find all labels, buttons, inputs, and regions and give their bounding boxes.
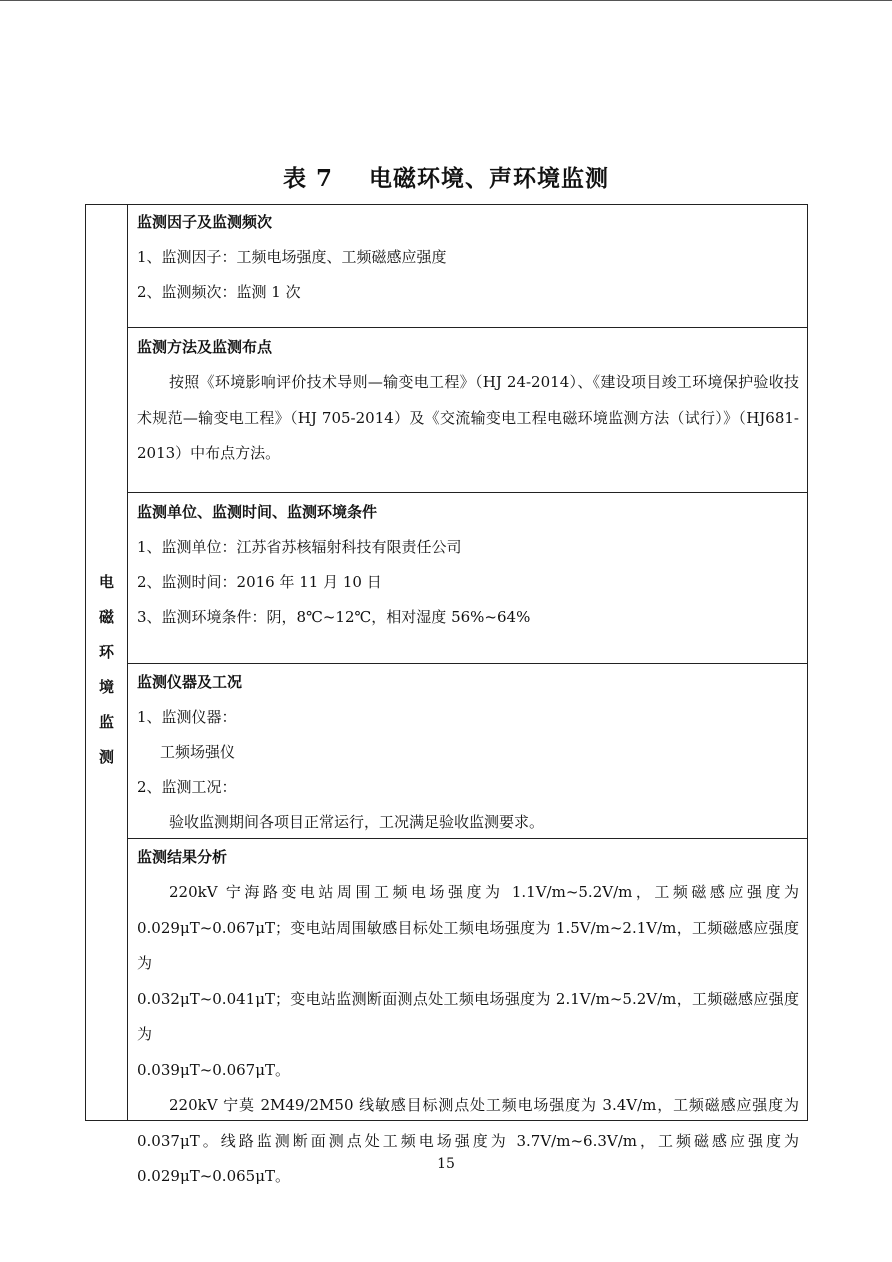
category-char: 磁: [98, 608, 114, 626]
paragraph-line: 0.032μT~0.041μT；变电站监测断面测点处工频电场强度为 2.1V/m~5.2V/m，工频磁感应强度为: [137, 989, 799, 1043]
category-char: 监: [98, 713, 114, 731]
section-line: 2、监测工况：: [137, 778, 237, 796]
category-label: [86, 565, 127, 775]
section-method-points: [128, 328, 807, 493]
section-instrument-conditions: [128, 664, 807, 839]
paragraph-line: 按照《环境影响评价技术导则—输变电工程》（HJ 24-2014）、《建设项目竣工环境保护验收技: [169, 373, 799, 391]
category-char: 电: [98, 573, 114, 591]
paragraph-line: 0.029μT~0.065μT。: [137, 1167, 290, 1185]
section-factors-frequency: [128, 205, 807, 328]
section-paragraph: [137, 875, 799, 1088]
section-heading: 监测因子及监测频次: [137, 213, 273, 231]
section-line: 1、监测因子：工频电场强度、工频磁感应强度: [137, 248, 447, 266]
section-line: 2、监测时间：2016 年 11 月 10 日: [137, 573, 382, 591]
monitoring-table: [85, 204, 808, 1185]
paragraph-line: 2013）中布点方法。: [137, 444, 281, 462]
paragraph-line: 220kV 宁海路变电站周围工频电场强度为 1.1V/m~5.2V/m，工频磁感应强度为: [169, 883, 799, 901]
paragraph-line: 0.029μT~0.067μT；变电站周围敏感目标处工频电场强度为 1.5V/m~2.1V/m，工频磁感应强度为: [137, 918, 799, 972]
section-heading: 监测方法及监测布点: [137, 338, 273, 356]
section-heading: 监测结果分析: [137, 848, 228, 866]
section-line: 3、监测环境条件：阴，8℃~12℃，相对湿度 56%~64%: [137, 608, 531, 626]
page-title: 表 7 电磁环境、声环境监测: [282, 165, 610, 192]
paragraph-line: 0.039μT~0.067μT。: [137, 1060, 290, 1079]
section-paragraph: [137, 1088, 799, 1195]
category-char: 环: [98, 643, 114, 661]
section-line: 1、监测单位：江苏省苏核辐射科技有限责任公司: [137, 538, 462, 556]
category-char: 境: [98, 678, 114, 696]
section-unit-time-conditions: [128, 493, 807, 664]
category-column: [86, 205, 128, 1120]
paragraph-line: 0.037μT。线路监测断面测点处工频电场强度为 3.7V/m~6.3V/m，工频磁感应强度为: [137, 1131, 799, 1150]
section-results-analysis: [128, 839, 807, 1185]
paragraph-line: 220kV 宁莫 2M49/2M50 线敏感目标测点处工频电场强度为 3.4V/m，工频磁感应强度为: [169, 1096, 799, 1114]
section-line: 工频场强仪: [160, 743, 236, 761]
section-heading: 监测仪器及工况: [137, 673, 243, 691]
section-heading: 监测单位、监测时间、监测环境条件: [137, 503, 378, 521]
section-paragraph: [137, 365, 799, 472]
category-char: 测: [98, 748, 114, 766]
section-line: 2、监测频次：监测 1 次: [137, 283, 301, 301]
page-top-border: [0, 0, 892, 1]
section-line: 1、监测仪器：: [137, 708, 237, 726]
page-number: 15: [437, 1156, 455, 1172]
paragraph-line: 术规范—输变电工程》（HJ 705-2014）及《交流输变电工程电磁环境监测方法（试行）》（HJ681-: [137, 408, 799, 427]
section-line: 验收监测期间各项目正常运行，工况满足验收监测要求。: [169, 813, 545, 831]
